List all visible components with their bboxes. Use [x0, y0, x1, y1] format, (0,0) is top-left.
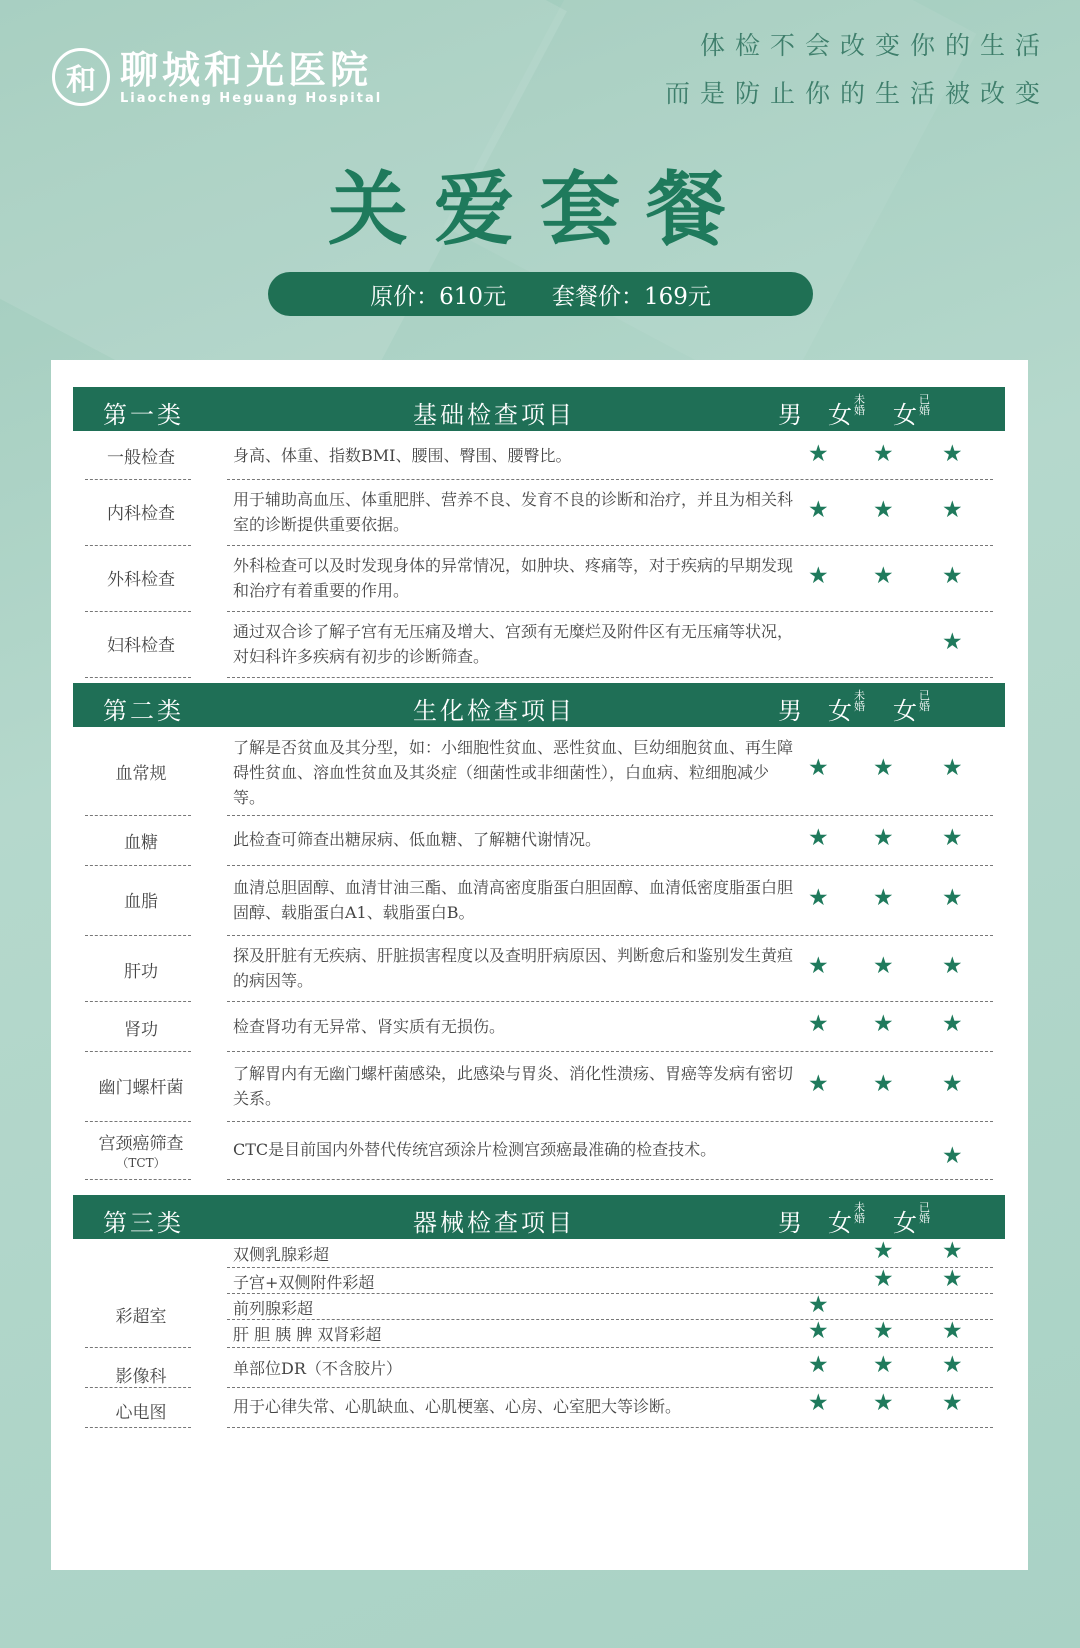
- group-name: 彩超室: [115, 1307, 167, 1327]
- star-icon: ★: [873, 1238, 894, 1264]
- item-description: 外科检查可以及时发现身体的异常情况，如肿块、疼痛等，对于疾病的早期发现和治疗有着重要的作用。: [233, 556, 794, 600]
- column-female-label: 女: [893, 401, 917, 429]
- item-description: 子宫+双侧附件彩超: [233, 1273, 375, 1292]
- item-description: 前列腺彩超: [233, 1299, 314, 1318]
- column-unmarried-label: 未婚: [854, 393, 865, 417]
- hospital-name-cn: 聊城和光医院: [120, 47, 373, 92]
- star-icon: ★: [942, 1011, 963, 1037]
- item-description: 检查肾功有无异常、肾实质有无损伤。: [233, 1017, 506, 1036]
- star-icon: ★: [873, 755, 894, 781]
- star-icon: ★: [873, 1011, 894, 1037]
- row-divider: [227, 1387, 993, 1388]
- star-icon: ★: [873, 1352, 894, 1378]
- item-name-text: 血脂: [124, 892, 158, 912]
- column-female-label: 女: [828, 697, 852, 725]
- column-female-label: 女: [893, 1209, 917, 1237]
- row-divider: [227, 1179, 993, 1180]
- table-row: [73, 545, 1005, 611]
- section-title: 基础检查项目: [413, 401, 575, 429]
- item-name: [85, 1015, 197, 1040]
- table-row: [73, 611, 1005, 677]
- table-row: [73, 1239, 1005, 1267]
- item-name: 内科检查: [107, 504, 175, 524]
- star-icon: ★: [942, 441, 963, 467]
- hospital-logo: [52, 48, 382, 106]
- column-male: 男: [778, 697, 802, 725]
- star-icon: ★: [808, 1390, 829, 1416]
- star-icon: ★: [942, 497, 963, 523]
- original-price: 原价：610元: [370, 283, 506, 310]
- item-description: 单部位DR（不含胶片）: [233, 1359, 402, 1378]
- slogan-line-1: 体检不会改变你的生活: [699, 31, 1050, 60]
- table-row: [73, 727, 1005, 815]
- star-icon: ★: [808, 885, 829, 911]
- table-row: [73, 1319, 1005, 1347]
- table-row: [73, 1293, 1005, 1319]
- star-icon: ★: [873, 825, 894, 851]
- group-name: 心电图: [115, 1403, 167, 1423]
- item-name-text: 宫颈癌筛查: [98, 1134, 184, 1154]
- item-name: [85, 828, 197, 853]
- star-icon: ★: [942, 1143, 963, 1169]
- row-divider: [227, 1427, 993, 1428]
- row-divider: [85, 1347, 191, 1348]
- item-name: 一般检查: [107, 448, 175, 468]
- item-name: [85, 1129, 197, 1171]
- item-name-text: 肝功: [124, 962, 158, 982]
- star-icon: ★: [942, 629, 963, 655]
- star-icon: ★: [942, 1390, 963, 1416]
- item-description: 此检查可筛查出糖尿病、低血糖、了解糖代谢情况。: [233, 830, 602, 849]
- star-icon: ★: [808, 1011, 829, 1037]
- table-row: [73, 1391, 1005, 1427]
- star-icon: ★: [942, 1071, 963, 1097]
- item-name-text: 血常规: [115, 764, 167, 784]
- package-title: 关爱套餐: [328, 163, 752, 256]
- column-female-married: [893, 691, 931, 726]
- item-name-text: 幽门螺杆菌: [98, 1078, 184, 1098]
- table-row: [73, 865, 1005, 935]
- star-icon: ★: [808, 441, 829, 467]
- star-icon: ★: [808, 755, 829, 781]
- table-row: [73, 479, 1005, 545]
- column-unmarried-label: 未婚: [854, 689, 865, 713]
- table-row: [73, 1001, 1005, 1051]
- table-row: [73, 935, 1005, 1001]
- price-banner: [268, 272, 813, 316]
- item-description: 了解胃内有无幽门螺杆菌感染，此感染与胃炎、消化性溃疡、胃癌等发病有密切关系。: [233, 1064, 794, 1108]
- row-divider: [85, 1427, 191, 1428]
- item-description: 身高、体重、指数BMI、腰围、臀围、腰臀比。: [233, 446, 572, 465]
- item-name: [85, 887, 197, 912]
- column-female-label: 女: [828, 401, 852, 429]
- slogan-line-2: 而是防止你的生活被改变: [664, 79, 1050, 108]
- column-female-label: 女: [893, 697, 917, 725]
- star-icon: ★: [808, 1352, 829, 1378]
- star-icon: ★: [942, 825, 963, 851]
- star-icon: ★: [808, 953, 829, 979]
- column-female-married: [893, 395, 931, 430]
- item-description: 了解是否贫血及其分型，如：小细胞性贫血、恶性贫血、巨幼细胞贫血、再生障碍性贫血、溶血性贫血及其炎症（细菌性或非细菌性），白血病、粒细胞减少等。: [233, 738, 794, 807]
- star-icon: ★: [873, 1266, 894, 1292]
- item-name: 妇科检查: [107, 636, 175, 656]
- star-icon: ★: [942, 885, 963, 911]
- star-icon: ★: [873, 1390, 894, 1416]
- column-male: 男: [778, 1209, 802, 1237]
- star-icon: ★: [873, 563, 894, 589]
- star-icon: ★: [873, 497, 894, 523]
- star-icon: ★: [808, 1318, 829, 1344]
- item-description: 双侧乳腺彩超: [233, 1245, 330, 1264]
- package-price: 套餐价：169元: [552, 283, 711, 310]
- table-row: [73, 1121, 1005, 1179]
- row-divider: [227, 1347, 993, 1348]
- item-description: 肝 胆 胰 脾 双肾彩超: [233, 1325, 382, 1344]
- star-icon: ★: [808, 563, 829, 589]
- section-header: [73, 1195, 1005, 1239]
- section-category: 第三类: [103, 1209, 184, 1237]
- star-icon: ★: [942, 953, 963, 979]
- star-icon: ★: [942, 1318, 963, 1344]
- column-male: 男: [778, 401, 802, 429]
- item-description: 用于辅助高血压、体重肥胖、营养不良、发育不良的诊断和治疗，并且为相关科室的诊断提供重要依据。: [233, 490, 794, 534]
- column-female-unmarried: [828, 395, 866, 430]
- group-name: 影像科: [115, 1367, 167, 1387]
- section-category: 第一类: [103, 401, 184, 429]
- star-icon: ★: [873, 441, 894, 467]
- star-icon: ★: [808, 1071, 829, 1097]
- item-description: 血清总胆固醇、血清甘油三酯、血清高密度脂蛋白胆固醇、血清低密度脂蛋白胆固醇、载脂蛋白A1、载脂蛋白B。: [233, 878, 794, 922]
- section-header: [73, 683, 1005, 727]
- table-row: [73, 431, 1005, 479]
- star-icon: ★: [942, 1238, 963, 1264]
- item-name-text: 肾功: [124, 1020, 158, 1040]
- table-row: [73, 1353, 1005, 1387]
- column-unmarried-label: 未婚: [854, 1201, 865, 1225]
- star-icon: ★: [873, 953, 894, 979]
- section-title: 生化检查项目: [413, 697, 575, 725]
- package-details-card: [51, 360, 1028, 1570]
- table-row: [73, 1051, 1005, 1121]
- row-divider: [85, 677, 191, 678]
- item-description: CTC是目前国内外替代传统宫颈涂片检测宫颈癌最准确的检查技术。: [233, 1140, 717, 1159]
- item-description: 通过双合诊了解子宫有无压痛及增大、宫颈有无糜烂及附件区有无压痛等状况，对妇科许多疾病有初步的诊断筛查。: [233, 622, 794, 666]
- section-title: 器械检查项目: [413, 1209, 575, 1237]
- item-description: 探及肝脏有无疾病、肝脏损害程度以及查明肝病原因、判断愈后和鉴别发生黄疸的病因等。: [233, 946, 794, 990]
- slogan: [665, 22, 1050, 118]
- star-icon: ★: [873, 885, 894, 911]
- section-header: [73, 387, 1005, 431]
- star-icon: ★: [808, 497, 829, 523]
- table-row: [73, 815, 1005, 865]
- item-description: 用于心律失常、心肌缺血、心肌梗塞、心房、心室肥大等诊断。: [233, 1397, 682, 1416]
- column-married-label: 已婚: [919, 393, 930, 417]
- star-icon: ★: [942, 1352, 963, 1378]
- hospital-emblem-icon: 和: [52, 48, 110, 106]
- star-icon: ★: [873, 1071, 894, 1097]
- table-row: [73, 1267, 1005, 1293]
- star-icon: ★: [808, 1292, 829, 1318]
- star-icon: ★: [808, 825, 829, 851]
- item-name: [85, 957, 197, 982]
- row-divider: [227, 677, 993, 678]
- row-divider: [85, 1179, 191, 1180]
- item-name-sub: （TCT）: [116, 1156, 166, 1170]
- column-female-label: 女: [828, 1209, 852, 1237]
- column-female-unmarried: [828, 1203, 866, 1238]
- star-icon: ★: [873, 1318, 894, 1344]
- column-married-label: 已婚: [919, 1201, 930, 1225]
- star-icon: ★: [942, 755, 963, 781]
- column-female-married: [893, 1203, 931, 1238]
- item-name: [85, 759, 197, 784]
- star-icon: ★: [942, 563, 963, 589]
- item-name: [85, 1073, 197, 1098]
- section-category: 第二类: [103, 697, 184, 725]
- hospital-name-en: Liaocheng Heguang Hospital: [120, 90, 383, 106]
- row-divider: [85, 1387, 191, 1388]
- star-icon: ★: [942, 1266, 963, 1292]
- item-name-text: 血糖: [124, 833, 158, 853]
- column-female-unmarried: [828, 691, 866, 726]
- column-married-label: 已婚: [919, 689, 930, 713]
- item-name: 外科检查: [107, 570, 175, 590]
